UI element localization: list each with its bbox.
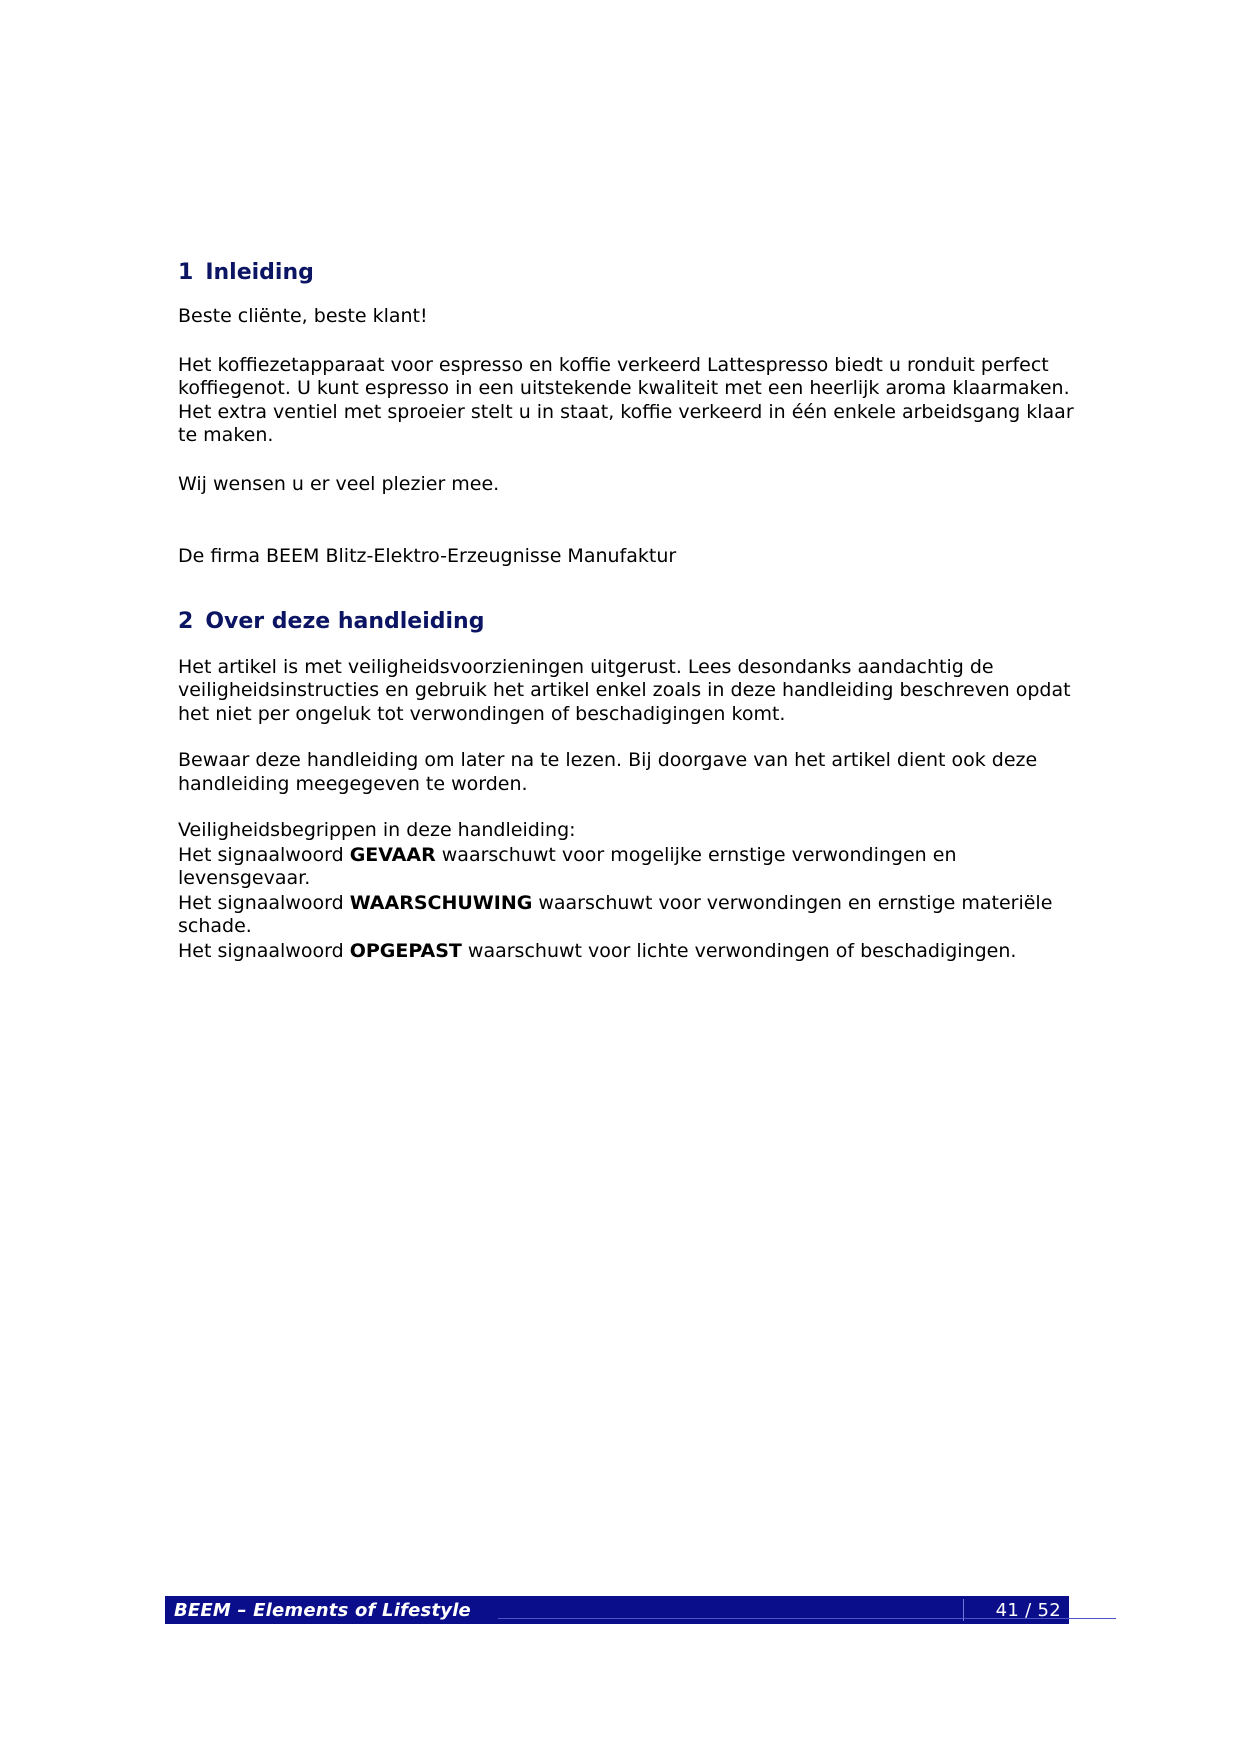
page-footer (165, 1596, 1069, 1624)
signature-text: De firma BEEM Blitz-Elektro-Erzeugnisse Manufaktur (178, 545, 677, 567)
term-description: waarschuwt voor verwondingen en ernstige materiële schade. (178, 891, 1053, 937)
wish-text: Wij wensen u er veel plezier mee. (178, 472, 500, 495)
term-signal-word: GEVAAR (349, 843, 436, 866)
section-title: Inleiding (205, 260, 314, 285)
safety-term-waarschuwing (178, 892, 1078, 939)
term-prefix: Het signaalwoord (178, 939, 350, 962)
safety-paragraph: Het artikel is met veiligheidsvoorzieningen uitgerust. Lees desondanks aandachtig de veiligheidsinstructies en gebruik het artikel enkel zoals in deze handleiding beschreven opdat het niet per ongeluk tot verwondingen of beschadigingen komt. (178, 655, 1071, 725)
safety-term-gevaar (178, 844, 1078, 891)
page-content (178, 258, 1078, 963)
safety-term-opgepast (178, 940, 1078, 964)
safety-terms-list (178, 844, 1078, 964)
term-description: waarschuwt voor mogelijke ernstige verwondingen en levensgevaar. (178, 843, 957, 889)
section-title: Over deze handleiding (205, 608, 485, 634)
greeting-text: Beste cliënte, beste klant! (178, 305, 428, 327)
term-description: waarschuwt voor lichte verwondingen of beschadigingen. (461, 939, 1017, 962)
section-heading-handleiding (178, 607, 1078, 637)
term-signal-word: WAARSCHUWING (349, 891, 533, 914)
section-number: 1 (178, 260, 194, 285)
footer-brand: BEEM – Elements of Lifestyle (174, 1600, 471, 1621)
footer-divider (963, 1599, 964, 1621)
intro-paragraph: Het koffiezetapparaat voor espresso en koffie verkeerd Lattespresso biedt u ronduit perfect koffiegenot. U kunt espresso in een uitstekende kwaliteit met een heerlijk aroma klaarmaken. Het extra ventiel met sproeier stelt u in staat, koffie verkeerd in één enkele arbeidsgang klaar te maken. (178, 353, 1074, 446)
term-prefix: Het signaalwoord (178, 843, 350, 866)
section-heading-inleiding (178, 258, 1078, 288)
term-signal-word: OPGEPAST (349, 939, 462, 962)
keep-manual-paragraph: Bewaar deze handleiding om later na te lezen. Bij doorgave van het artikel dient ook deze handleiding meegegeven te worden. (178, 749, 1038, 795)
term-prefix: Het signaalwoord (178, 891, 350, 914)
section-number: 2 (178, 608, 194, 634)
safety-terms-title: Veiligheidsbegrippen in deze handleiding: (178, 819, 576, 841)
page-number: 41 / 52 (995, 1600, 1061, 1621)
